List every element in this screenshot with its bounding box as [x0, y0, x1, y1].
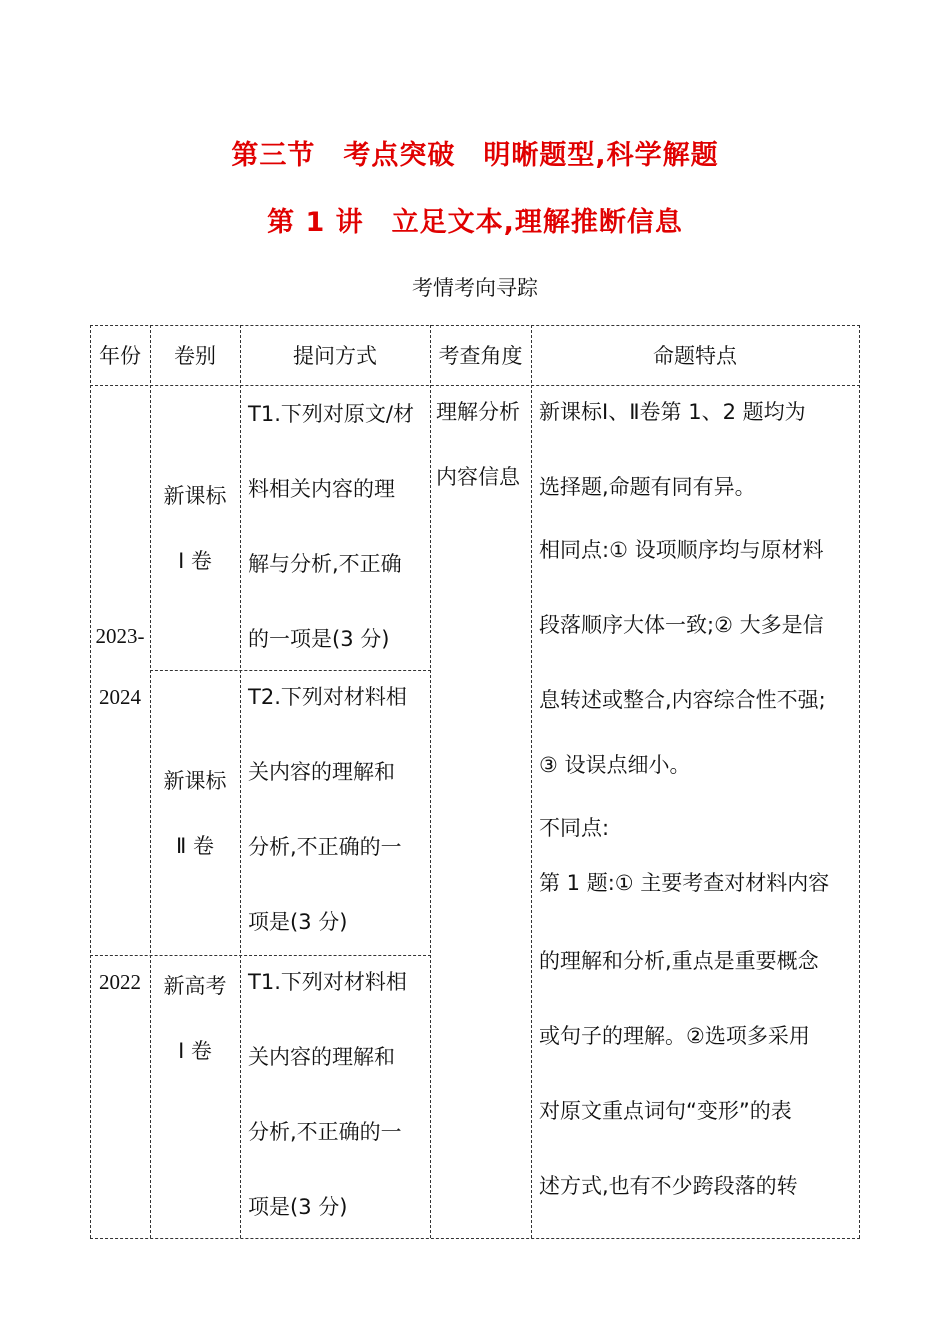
column-divider-4	[531, 325, 532, 1238]
paper-3-line2: Ⅰ 卷	[178, 1039, 212, 1063]
feature-line: 息转述或整合,内容综合性不强;	[539, 688, 826, 712]
paper-1-line2: Ⅰ 卷	[178, 549, 212, 573]
question-2-line: T2.下列对材料相	[248, 685, 407, 709]
table-border-top	[90, 325, 860, 326]
question-1-line: 的一项是(3 分)	[248, 627, 390, 651]
angle-cell	[436, 380, 531, 510]
feature-line: 或句子的理解。②选项多采用	[539, 1024, 810, 1048]
question-1-line: T1.下列对原文/材	[248, 402, 414, 426]
column-divider-3	[430, 325, 431, 1238]
column-divider-2	[240, 325, 241, 1238]
feature-line: ③ 设误点细小。	[539, 753, 691, 777]
header-question-style: 提问方式	[293, 344, 377, 368]
lecture-title: 第 1 讲 立足文本,理解推断信息	[267, 207, 683, 238]
feature-line: 不同点:	[539, 816, 610, 840]
question-3-line: T1.下列对材料相	[248, 970, 407, 994]
question-2-line: 项是(3 分)	[248, 910, 348, 934]
table-border-bottom	[90, 1238, 860, 1239]
question-2-line: 关内容的理解和	[248, 760, 395, 784]
paper-2-line1: 新课标	[163, 769, 227, 793]
table-caption: 考情考向寻踪	[412, 276, 538, 300]
feature-line: 述方式,也有不少跨段落的转	[539, 1174, 798, 1198]
angle-line: 内容信息	[436, 465, 520, 489]
section-title: 第三节 考点突破 明晰题型,科学解题	[231, 140, 719, 171]
header-features: 命题特点	[653, 344, 737, 368]
question-3-line: 项是(3 分)	[248, 1195, 348, 1219]
header-year: 年份	[99, 344, 141, 368]
paper-3-line1: 新高考	[163, 974, 227, 998]
paper-1-line1: 新课标	[163, 484, 227, 508]
angle-line: 理解分析	[436, 400, 520, 424]
feature-line: 新课标Ⅰ、Ⅱ卷第 1、2 题均为	[539, 400, 806, 424]
features-cell	[539, 380, 857, 1219]
paper-2-line2: Ⅱ 卷	[175, 834, 214, 858]
feature-line: 选择题,命题有同有异。	[539, 475, 756, 499]
table-border-right	[859, 325, 860, 1238]
feature-line: 第 1 题:① 主要考查对材料内容	[539, 871, 830, 895]
feature-line: 的理解和分析,重点是重要概念	[539, 949, 819, 973]
year-2022: 2022	[99, 970, 141, 994]
year-2023: 2023-	[95, 624, 145, 648]
question-3-line: 关内容的理解和	[248, 1045, 395, 1069]
header-paper: 卷别	[174, 344, 216, 368]
feature-line: 段落顺序大体一致;② 大多是信	[539, 613, 824, 637]
feature-line: 对原文重点词句“变形”的表	[539, 1099, 792, 1123]
year-2024: 2024	[99, 685, 141, 709]
question-2	[248, 660, 430, 960]
header-angle: 考查角度	[438, 344, 523, 368]
question-1	[248, 377, 430, 677]
question-3	[248, 945, 430, 1245]
table-border-left	[90, 325, 91, 1238]
feature-line: 相同点:① 设项顺序均与原材料	[539, 538, 824, 562]
question-1-line: 料相关内容的理	[248, 477, 395, 501]
question-1-line: 解与分析,不正确	[248, 552, 402, 576]
question-2-line: 分析,不正确的一	[248, 835, 402, 859]
question-3-line: 分析,不正确的一	[248, 1120, 402, 1144]
